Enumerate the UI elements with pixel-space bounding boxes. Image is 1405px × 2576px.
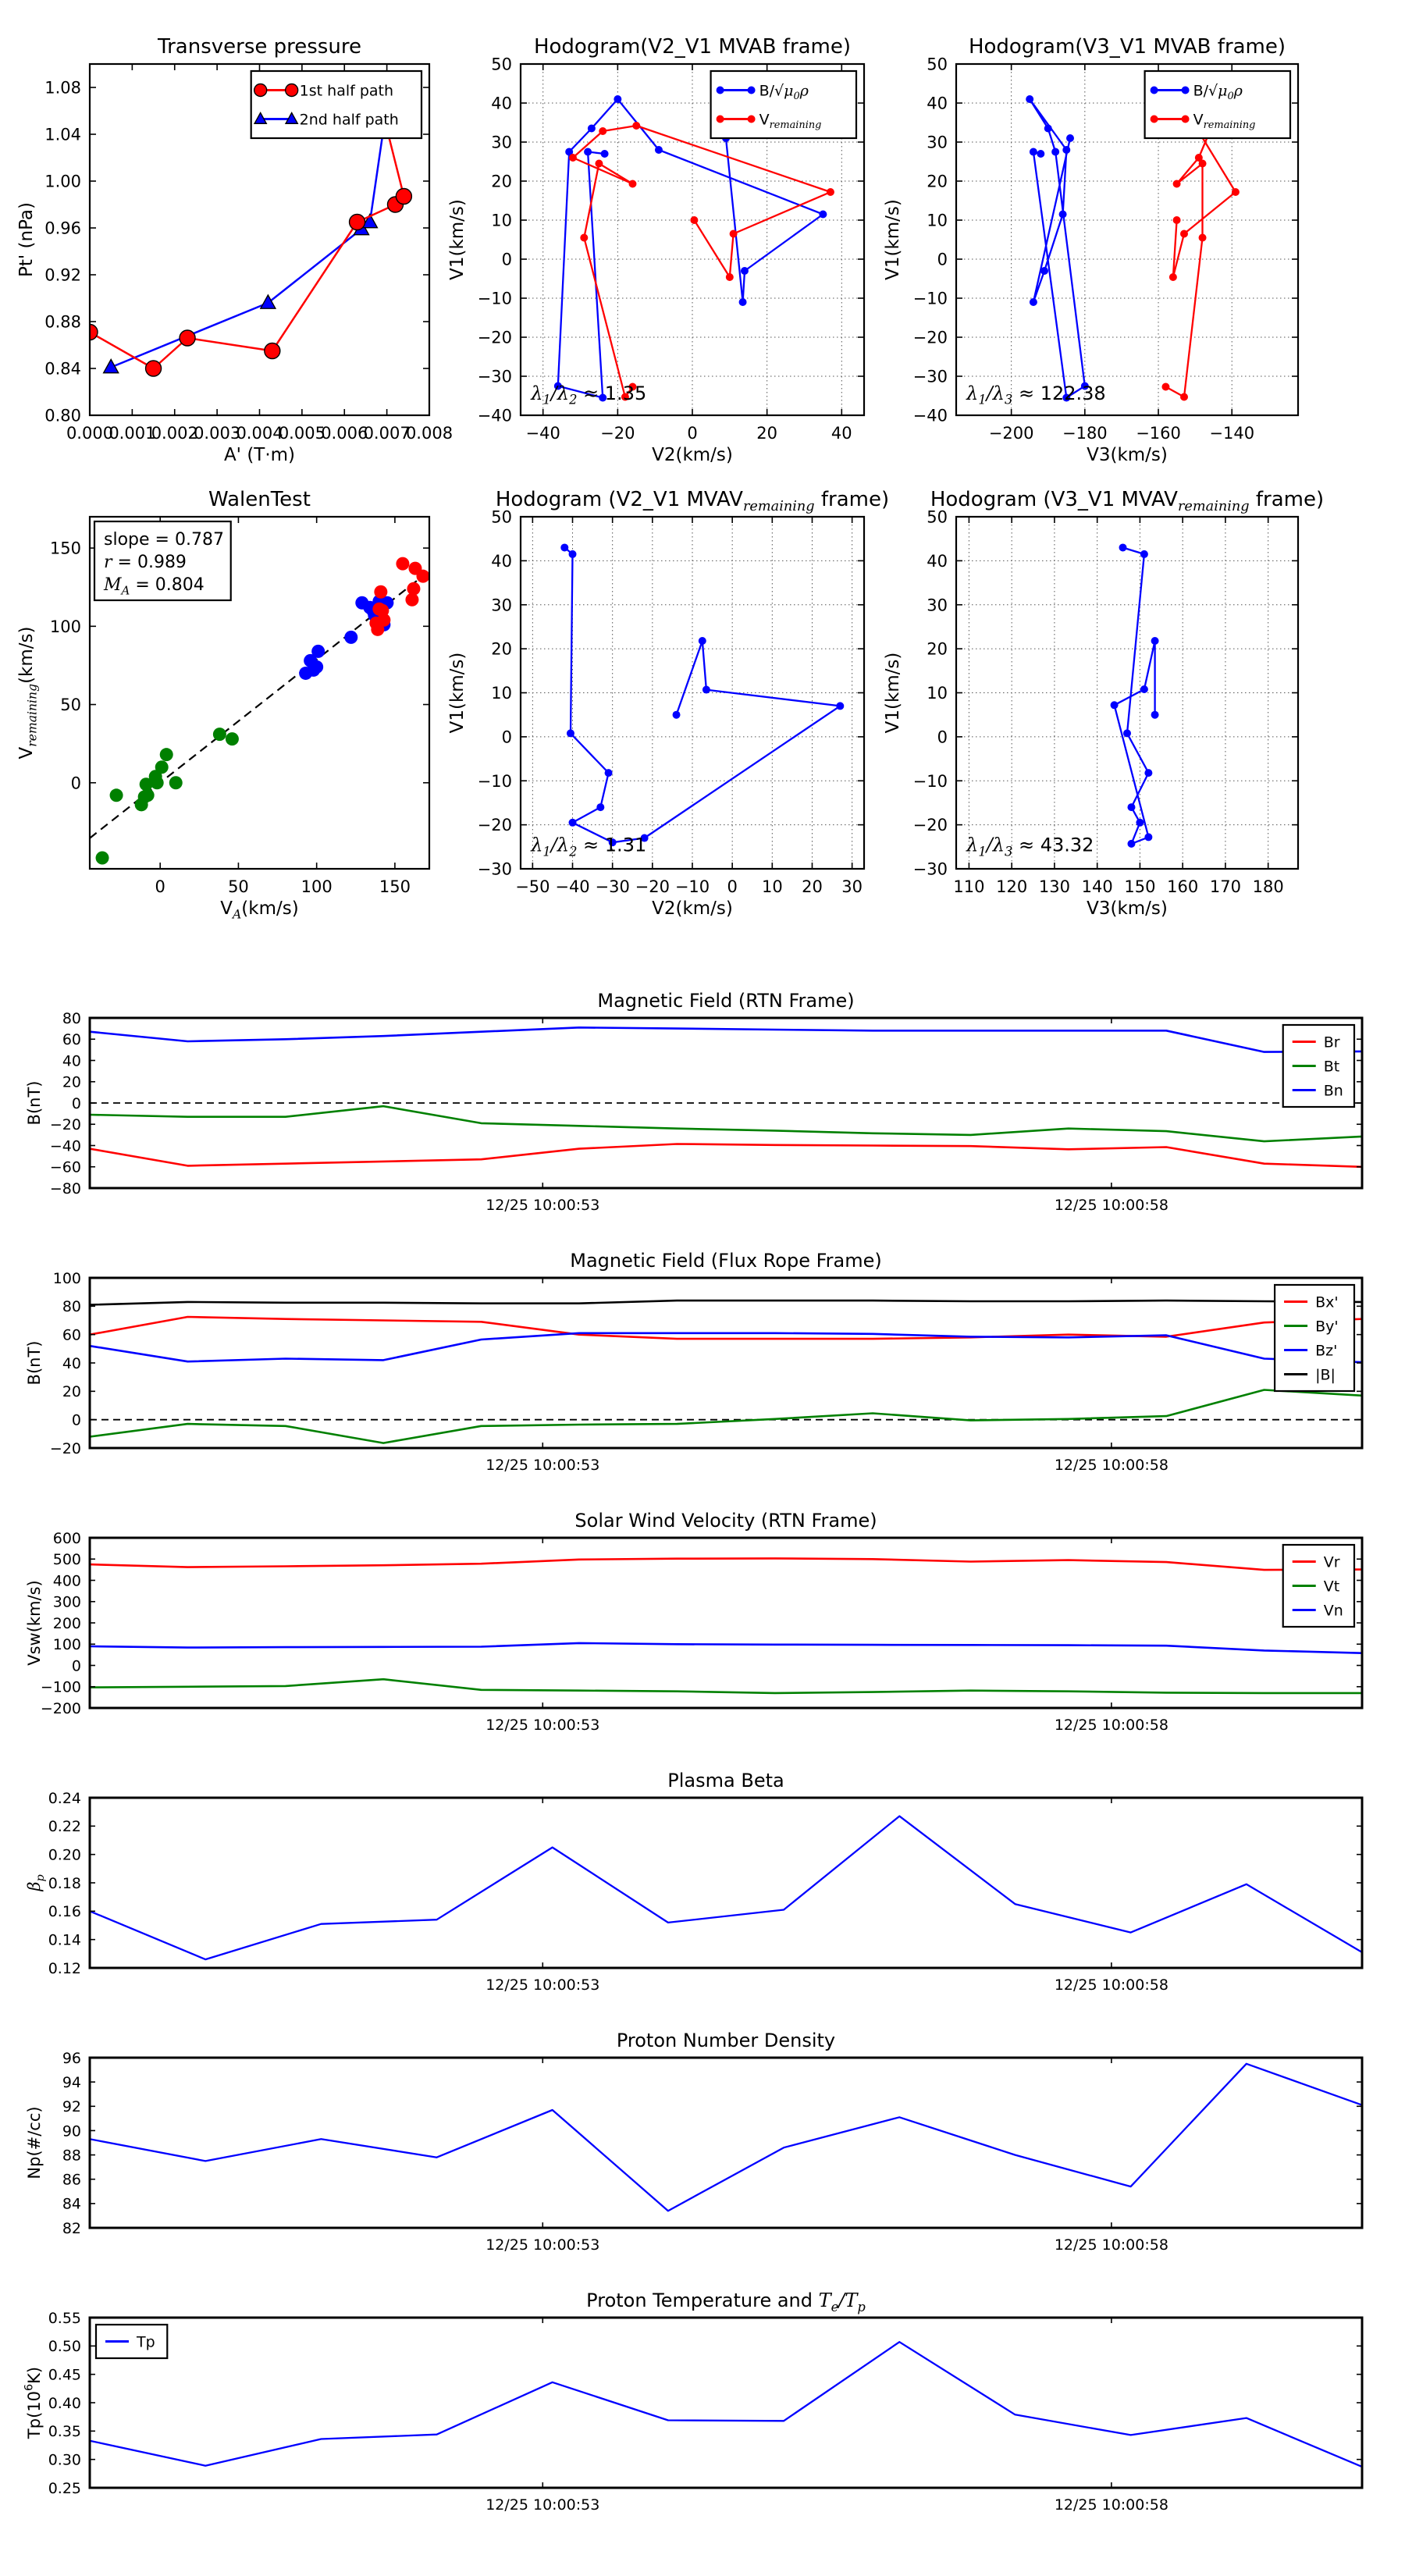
svg-text:40: 40 bbox=[62, 1354, 81, 1372]
svg-text:50: 50 bbox=[60, 696, 81, 715]
svg-text:130: 130 bbox=[1038, 877, 1070, 896]
svg-text:0: 0 bbox=[727, 877, 738, 896]
svg-text:94: 94 bbox=[62, 2073, 81, 2091]
series-group bbox=[90, 1816, 1362, 1960]
svg-text:0.92: 0.92 bbox=[44, 265, 81, 285]
svg-text:100: 100 bbox=[52, 1636, 81, 1654]
svg-text:−10: −10 bbox=[912, 289, 948, 308]
svg-text:84: 84 bbox=[62, 2195, 81, 2213]
series--b- bbox=[90, 1300, 1362, 1304]
svg-text:−20: −20 bbox=[912, 328, 948, 347]
svg-text:140: 140 bbox=[1081, 877, 1113, 896]
svg-text:110: 110 bbox=[953, 877, 985, 896]
series-group bbox=[90, 2342, 1362, 2467]
svg-text:10: 10 bbox=[927, 684, 948, 703]
y-axis-label: V1(km/s) bbox=[447, 199, 468, 280]
svg-text:12/25 10:00:58: 12/25 10:00:58 bbox=[1054, 1197, 1168, 1214]
svg-text:0.16: 0.16 bbox=[48, 1903, 81, 1921]
series-group bbox=[554, 95, 834, 402]
legend bbox=[711, 71, 856, 138]
series-group bbox=[90, 557, 429, 865]
svg-text:−100: −100 bbox=[40, 1678, 81, 1696]
y-axis-label: $\beta_p$ bbox=[25, 1874, 47, 1891]
svg-text:40: 40 bbox=[62, 1052, 81, 1070]
svg-text:−40: −40 bbox=[49, 1137, 81, 1155]
svg-text:50: 50 bbox=[491, 507, 512, 527]
series-group bbox=[1111, 543, 1159, 847]
y-axis-label: $Tp(10^6K)$ bbox=[23, 2366, 44, 2439]
svg-text:0.25: 0.25 bbox=[48, 2479, 81, 2497]
svg-text:0.30: 0.30 bbox=[48, 2451, 81, 2469]
svg-text:20: 20 bbox=[927, 639, 948, 659]
svg-text:0.002: 0.002 bbox=[151, 424, 198, 443]
tick-labels bbox=[48, 1790, 1362, 1994]
svg-text:20: 20 bbox=[62, 1073, 81, 1091]
panel-title: Plasma Beta bbox=[667, 1770, 784, 1791]
svg-text:Bz': Bz' bbox=[1315, 1342, 1338, 1360]
svg-text:slope = 0.787: slope = 0.787 bbox=[104, 530, 224, 550]
series-2nd-half-path bbox=[104, 112, 393, 373]
svg-text:−180: −180 bbox=[1062, 424, 1108, 443]
svg-text:−20: −20 bbox=[477, 816, 512, 835]
svg-text:150: 150 bbox=[49, 539, 81, 558]
svg-text:40: 40 bbox=[927, 94, 948, 113]
svg-text:−40: −40 bbox=[477, 406, 512, 425]
svg-text:−30: −30 bbox=[595, 877, 630, 896]
series-b-sqrt-mu0-rho- bbox=[560, 543, 844, 846]
svg-text:0.004: 0.004 bbox=[236, 424, 283, 443]
grid bbox=[956, 517, 1298, 869]
svg-text:0: 0 bbox=[687, 424, 698, 443]
svg-text:1st half path: 1st half path bbox=[299, 82, 394, 100]
svg-text:100: 100 bbox=[52, 1269, 81, 1287]
svg-text:12/25 10:00:53: 12/25 10:00:53 bbox=[486, 1197, 600, 1214]
svg-text:20: 20 bbox=[491, 172, 512, 191]
panel-title: Proton Number Density bbox=[616, 2030, 836, 2051]
svg-text:0.84: 0.84 bbox=[44, 359, 81, 379]
svg-text:0.006: 0.006 bbox=[321, 424, 368, 443]
svg-text:−20: −20 bbox=[600, 424, 635, 443]
svg-text:100: 100 bbox=[49, 617, 81, 636]
svg-text:12/25 10:00:58: 12/25 10:00:58 bbox=[1054, 2236, 1168, 2254]
panel-title: Hodogram(V2_V1 MVAB frame) bbox=[533, 35, 852, 59]
panel-walen-test bbox=[12, 470, 484, 930]
svg-text:−30: −30 bbox=[477, 859, 512, 879]
svg-text:−10: −10 bbox=[674, 877, 710, 896]
svg-text:Vremaining: $V_{remaining}$ bbox=[1193, 111, 1256, 131]
svg-text:10: 10 bbox=[491, 211, 512, 230]
svg-text:r = 0.989: r = 0.989 bbox=[104, 553, 187, 572]
stats-textbox bbox=[94, 521, 231, 600]
panel-hodogram-v2v1-mvav bbox=[443, 470, 919, 930]
panel-title: Hodogram (V2_V1 $MVAV_{remaining}$ frame) bbox=[495, 488, 890, 515]
panel-title: Transverse pressure bbox=[158, 35, 361, 59]
svg-text:180: 180 bbox=[1252, 877, 1284, 896]
svg-text:0.007: 0.007 bbox=[363, 424, 411, 443]
svg-text:12/25 10:00:58: 12/25 10:00:58 bbox=[1054, 1457, 1168, 1474]
svg-text:Bn: Bn bbox=[1323, 1082, 1343, 1100]
series-vn bbox=[90, 1643, 1362, 1653]
svg-text:160: 160 bbox=[1167, 877, 1199, 896]
panel-hodogram-v2v1-mvab bbox=[443, 17, 919, 476]
svg-text:20: 20 bbox=[927, 172, 948, 191]
y-axis-label: V1(km/s) bbox=[883, 199, 903, 280]
y-axis-label: V1(km/s) bbox=[447, 652, 468, 734]
svg-text:0: 0 bbox=[71, 1657, 81, 1675]
svg-text:0.000: 0.000 bbox=[66, 424, 114, 443]
svg-text:By': By' bbox=[1315, 1318, 1339, 1336]
series-bz- bbox=[90, 1333, 1362, 1362]
svg-text:−200: −200 bbox=[40, 1699, 81, 1717]
legend bbox=[1283, 1025, 1354, 1107]
legend bbox=[251, 71, 422, 138]
svg-text:−140: −140 bbox=[1209, 424, 1255, 443]
svg-text:30: 30 bbox=[927, 596, 948, 615]
svg-text:0.001: 0.001 bbox=[108, 424, 156, 443]
svg-text:−160: −160 bbox=[1136, 424, 1181, 443]
x-axis-label: V3(km/s) bbox=[1087, 445, 1168, 465]
svg-text:12/25 10:00:58: 12/25 10:00:58 bbox=[1054, 1976, 1168, 1994]
series-b-sqrt-mu0-rho- bbox=[1111, 543, 1159, 847]
svg-text:40: 40 bbox=[927, 551, 948, 571]
panel-title: Solar Wind Velocity (RTN Frame) bbox=[574, 1510, 877, 1532]
svg-text:20: 20 bbox=[756, 424, 778, 443]
svg-text:80: 80 bbox=[62, 1298, 81, 1316]
legend bbox=[1275, 1285, 1354, 1391]
annotation: $\lambda_1/\lambda_3 \approx 122.38$ bbox=[966, 382, 1106, 407]
svg-text:600: 600 bbox=[52, 1529, 81, 1547]
svg-text:10: 10 bbox=[927, 211, 948, 230]
svg-text:−10: −10 bbox=[912, 771, 948, 791]
svg-text:0.22: 0.22 bbox=[48, 1818, 81, 1836]
svg-text:12/25 10:00:53: 12/25 10:00:53 bbox=[486, 2496, 600, 2514]
svg-text:12/25 10:00:53: 12/25 10:00:53 bbox=[486, 1457, 600, 1474]
svg-text:30: 30 bbox=[841, 877, 863, 896]
svg-text:12/25 10:00:58: 12/25 10:00:58 bbox=[1054, 2496, 1168, 2514]
series-group bbox=[560, 543, 844, 846]
svg-text:0: 0 bbox=[71, 1094, 81, 1112]
series-vr bbox=[90, 1558, 1362, 1570]
svg-text:60: 60 bbox=[62, 1326, 81, 1344]
series-1st-half-path bbox=[82, 112, 411, 376]
svg-text:60: 60 bbox=[62, 1031, 81, 1049]
svg-text:86: 86 bbox=[62, 2171, 81, 2189]
svg-text:−30: −30 bbox=[912, 859, 948, 879]
svg-text:0.88: 0.88 bbox=[44, 312, 81, 332]
series-v-remaining bbox=[569, 122, 834, 401]
x-axis-label: $V_A(km/s)$ bbox=[220, 898, 299, 922]
svg-text:96: 96 bbox=[62, 2049, 81, 2067]
panel-title: Magnetic Field (Flux Rope Frame) bbox=[570, 1250, 882, 1272]
svg-text:50: 50 bbox=[927, 507, 948, 527]
series-by- bbox=[90, 1390, 1362, 1443]
svg-text:−200: −200 bbox=[988, 424, 1034, 443]
svg-text:0.45: 0.45 bbox=[48, 2366, 81, 2384]
svg-text:50: 50 bbox=[228, 877, 249, 896]
svg-text:20: 20 bbox=[491, 639, 512, 659]
svg-text:MA = 0.804: $M_A = 0.804$ bbox=[104, 575, 205, 598]
svg-text:−10: −10 bbox=[477, 771, 512, 791]
svg-text:40: 40 bbox=[831, 424, 852, 443]
svg-text:10: 10 bbox=[491, 684, 512, 703]
series-b-sqrt-mu0-rho- bbox=[1026, 95, 1089, 402]
y-axis-label: Pt' (nPa) bbox=[16, 202, 37, 277]
svg-text:400: 400 bbox=[52, 1572, 81, 1590]
y-axis-label: $V_{remaining}(km/s)$ bbox=[16, 626, 40, 760]
svg-text:120: 120 bbox=[996, 877, 1028, 896]
legend bbox=[96, 2325, 167, 2358]
svg-text:30: 30 bbox=[491, 596, 512, 615]
svg-text:Vr: Vr bbox=[1323, 1553, 1340, 1571]
x-axis-label: V3(km/s) bbox=[1087, 898, 1168, 919]
svg-text:0.14: 0.14 bbox=[48, 1931, 81, 1949]
svg-text:−30: −30 bbox=[477, 367, 512, 386]
svg-text:−20: −20 bbox=[477, 328, 512, 347]
panel-transverse-pressure bbox=[12, 17, 484, 476]
y-axis-label: B(nT) bbox=[25, 1080, 44, 1126]
svg-text:0: 0 bbox=[937, 728, 948, 747]
x-axis-label: V2(km/s) bbox=[652, 445, 733, 465]
svg-text:82: 82 bbox=[62, 2219, 81, 2237]
y-axis-label: Vsw(km/s) bbox=[25, 1580, 44, 1666]
svg-text:−20: −20 bbox=[49, 1116, 81, 1134]
svg-text:Bt: Bt bbox=[1323, 1058, 1340, 1076]
panel-proton-density bbox=[12, 2011, 1405, 2289]
panel-proton-temperature bbox=[12, 2271, 1405, 2549]
series-np bbox=[90, 2064, 1362, 2211]
svg-text:0.005: 0.005 bbox=[278, 424, 325, 443]
svg-text:150: 150 bbox=[1124, 877, 1156, 896]
series-group bbox=[82, 112, 411, 376]
svg-text:Vn: Vn bbox=[1323, 1602, 1343, 1620]
panel-plasma-beta bbox=[12, 1751, 1405, 2029]
svg-text:0.80: 0.80 bbox=[44, 406, 81, 425]
svg-text:1.08: 1.08 bbox=[44, 78, 81, 98]
y-axis-label: Np(#/cc) bbox=[25, 2106, 44, 2179]
svg-text:300: 300 bbox=[52, 1593, 81, 1611]
svg-text:−60: −60 bbox=[49, 1158, 81, 1176]
panel-title: WalenTest bbox=[208, 488, 311, 511]
panel-magnetic-field-rtn bbox=[12, 971, 1405, 1249]
panel-title: Proton Temperature and $T_e/T_p$ bbox=[586, 2290, 866, 2314]
svg-text:−80: −80 bbox=[49, 1179, 81, 1197]
svg-text:0.12: 0.12 bbox=[48, 1959, 81, 1977]
svg-text:50: 50 bbox=[491, 55, 512, 74]
svg-text:0: 0 bbox=[501, 250, 512, 269]
svg-text:−40: −40 bbox=[912, 406, 948, 425]
svg-text:0.55: 0.55 bbox=[48, 2309, 81, 2327]
svg-text:90: 90 bbox=[62, 2122, 81, 2140]
series-beta bbox=[90, 1816, 1362, 1960]
tick-labels bbox=[48, 2310, 1362, 2514]
svg-text:12/25 10:00:53: 12/25 10:00:53 bbox=[486, 1717, 600, 1734]
annotation: $\lambda_1/\lambda_2 \approx 1.35$ bbox=[531, 382, 647, 407]
panel-magnetic-field-flux-rope bbox=[12, 1231, 1405, 1509]
series-group bbox=[90, 1558, 1362, 1692]
series-bt bbox=[90, 1106, 1362, 1141]
svg-text:0.96: 0.96 bbox=[44, 219, 81, 238]
svg-text:0.35: 0.35 bbox=[48, 2423, 81, 2441]
svg-text:10: 10 bbox=[761, 877, 783, 896]
svg-text:Vt: Vt bbox=[1323, 1578, 1340, 1596]
svg-text:0.008: 0.008 bbox=[405, 424, 454, 443]
svg-text:B/√μ0ρ: $B/√\mu_0\rho$ bbox=[1193, 82, 1243, 102]
axes-box bbox=[90, 2318, 1362, 2488]
svg-text:100: 100 bbox=[301, 877, 333, 896]
x-axis-label: V2(km/s) bbox=[652, 898, 733, 919]
x-axis-label: A' (T·m) bbox=[223, 445, 296, 465]
series-group bbox=[90, 1300, 1362, 1443]
axes-box bbox=[90, 1798, 1362, 1968]
series-b-sqrt-mu0-rho- bbox=[554, 95, 827, 402]
svg-text:−40: −40 bbox=[555, 877, 590, 896]
series-br bbox=[90, 1144, 1362, 1167]
svg-text:0.18: 0.18 bbox=[48, 1874, 81, 1892]
series-first-half bbox=[96, 728, 239, 864]
svg-text:2nd half path: 2nd half path bbox=[299, 111, 399, 129]
svg-text:−10: −10 bbox=[477, 289, 512, 308]
svg-text:−20: −20 bbox=[49, 1439, 81, 1457]
svg-text:−30: −30 bbox=[912, 367, 948, 386]
svg-text:0: 0 bbox=[71, 1411, 81, 1429]
svg-text:|B|: |B| bbox=[1315, 1366, 1336, 1384]
svg-text:12/25 10:00:58: 12/25 10:00:58 bbox=[1054, 1717, 1168, 1734]
svg-text:−20: −20 bbox=[912, 816, 948, 835]
series-bn bbox=[90, 1027, 1362, 1051]
svg-text:500: 500 bbox=[52, 1551, 81, 1569]
series-group bbox=[90, 1027, 1362, 1167]
panel-title: Magnetic Field (RTN Frame) bbox=[597, 990, 855, 1012]
svg-text:B/√μ0ρ: $B/√\mu_0\rho$ bbox=[759, 82, 809, 102]
svg-text:Br: Br bbox=[1323, 1034, 1340, 1051]
svg-text:30: 30 bbox=[491, 133, 512, 152]
svg-text:80: 80 bbox=[62, 1009, 81, 1027]
svg-text:40: 40 bbox=[491, 551, 512, 571]
svg-text:50: 50 bbox=[927, 55, 948, 74]
y-axis-label: V1(km/s) bbox=[883, 652, 903, 734]
svg-text:0: 0 bbox=[937, 250, 948, 269]
svg-text:30: 30 bbox=[927, 133, 948, 152]
svg-text:Tp: Tp bbox=[137, 2333, 155, 2351]
series-group bbox=[1026, 95, 1240, 402]
series-group bbox=[90, 2064, 1362, 2211]
legend bbox=[1145, 71, 1290, 138]
svg-text:1.04: 1.04 bbox=[44, 125, 81, 144]
svg-text:−50: −50 bbox=[515, 877, 550, 896]
svg-text:150: 150 bbox=[379, 877, 411, 896]
svg-text:−40: −40 bbox=[525, 424, 560, 443]
svg-text:0.20: 0.20 bbox=[48, 1846, 81, 1864]
svg-text:200: 200 bbox=[52, 1614, 81, 1632]
svg-text:92: 92 bbox=[62, 2098, 81, 2116]
svg-text:Vremaining: $V_{remaining}$ bbox=[759, 111, 822, 131]
svg-text:0: 0 bbox=[155, 877, 165, 896]
svg-text:0.50: 0.50 bbox=[48, 2338, 81, 2356]
panel-hodogram-v3v1-mvab bbox=[878, 17, 1353, 476]
svg-text:0.40: 0.40 bbox=[48, 2394, 81, 2412]
svg-text:1.00: 1.00 bbox=[44, 172, 81, 191]
annotation: $\lambda_1/\lambda_2 \approx 1.31$ bbox=[531, 834, 647, 859]
panel-hodogram-v3v1-mvav bbox=[878, 470, 1353, 930]
svg-text:0.003: 0.003 bbox=[194, 424, 241, 443]
svg-text:−20: −20 bbox=[635, 877, 670, 896]
legend bbox=[1283, 1545, 1354, 1627]
series-vt bbox=[90, 1679, 1362, 1693]
annotation: $\lambda_1/\lambda_3 \approx 43.32$ bbox=[966, 834, 1094, 859]
panel-title: Hodogram (V3_V1 $MVAV_{remaining}$ frame) bbox=[930, 488, 1325, 515]
svg-text:20: 20 bbox=[802, 877, 823, 896]
series-v-remaining bbox=[1161, 122, 1239, 401]
svg-text:0: 0 bbox=[501, 728, 512, 747]
series-second-half bbox=[369, 557, 429, 636]
svg-text:170: 170 bbox=[1209, 877, 1241, 896]
svg-text:0.24: 0.24 bbox=[48, 1789, 81, 1807]
svg-text:20: 20 bbox=[62, 1383, 81, 1401]
svg-text:0: 0 bbox=[70, 774, 81, 793]
svg-text:12/25 10:00:53: 12/25 10:00:53 bbox=[486, 2236, 600, 2254]
series-tp bbox=[90, 2342, 1362, 2467]
svg-text:12/25 10:00:53: 12/25 10:00:53 bbox=[486, 1976, 600, 1994]
svg-text:40: 40 bbox=[491, 94, 512, 113]
y-axis-label: B(nT) bbox=[25, 1340, 44, 1386]
svg-text:88: 88 bbox=[62, 2147, 81, 2165]
panel-solar-wind-velocity bbox=[12, 1491, 1405, 1769]
tick-labels bbox=[41, 1530, 1362, 1734]
panel-title: Hodogram(V3_V1 MVAB frame) bbox=[968, 35, 1286, 59]
svg-text:Bx': Bx' bbox=[1315, 1293, 1339, 1311]
